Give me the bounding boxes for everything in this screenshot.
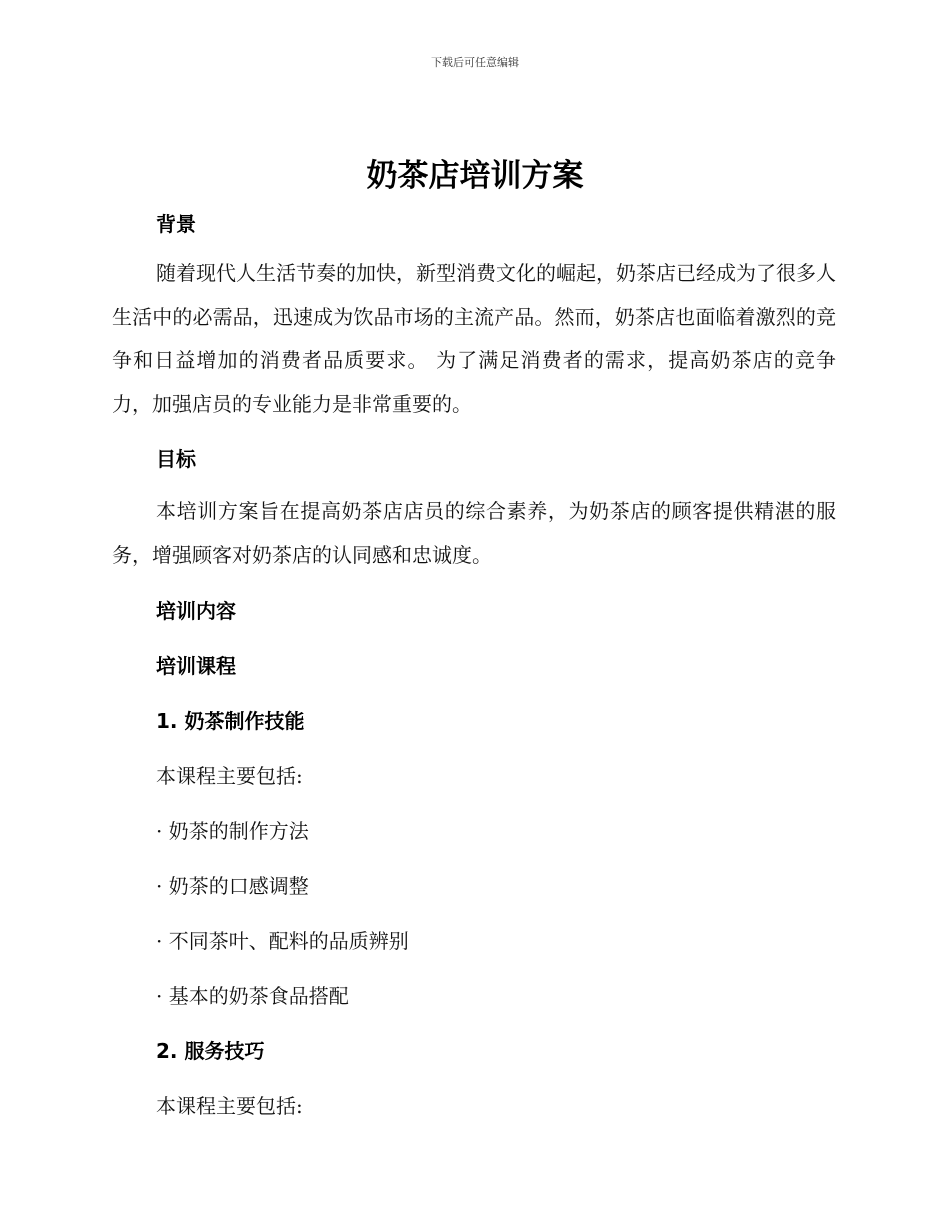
document-title: 奶茶店培训方案 <box>366 158 584 194</box>
paragraph-goal: 本培训方案旨在提高奶茶店店员的综合素养，为奶茶店的顾客提供精湛的服务，增强顾客对奶茶店的认同感和忠诚度。 <box>112 499 836 567</box>
list-item: · 奶茶的口感调整 <box>156 874 309 898</box>
course-heading-1: 1. 奶茶制作技能 <box>156 709 305 733</box>
course-1-intro: 本课程主要包括: <box>156 764 303 788</box>
list-item: · 不同茶叶、配料的品质辨别 <box>156 929 409 953</box>
header-note: 下载后可任意编辑 <box>431 56 519 69</box>
paragraph-background: 随着现代人生活节奏的加快，新型消费文化的崛起，奶茶店已经成为了很多人生活中的必需品，迅速成为饮品市场的主流产品。然而，奶茶店也面临着激烈的竞争和日益增加的消费者品质要求。 为了满足消费者的需求，提高奶茶店的竞争力，加强店员的专业能力是非常重要的。 <box>112 261 836 416</box>
course-2-intro: 本课程主要包括: <box>156 1094 303 1118</box>
list-item: · 基本的奶茶食品搭配 <box>156 984 349 1008</box>
list-item: · 奶茶的制作方法 <box>156 819 309 843</box>
course-heading-2: 2. 服务技巧 <box>156 1039 265 1063</box>
section-heading-training-courses: 培训课程 <box>156 654 236 678</box>
section-heading-background: 背景 <box>156 212 196 236</box>
section-heading-goal: 目标 <box>156 447 196 471</box>
section-heading-training-content: 培训内容 <box>156 599 236 623</box>
